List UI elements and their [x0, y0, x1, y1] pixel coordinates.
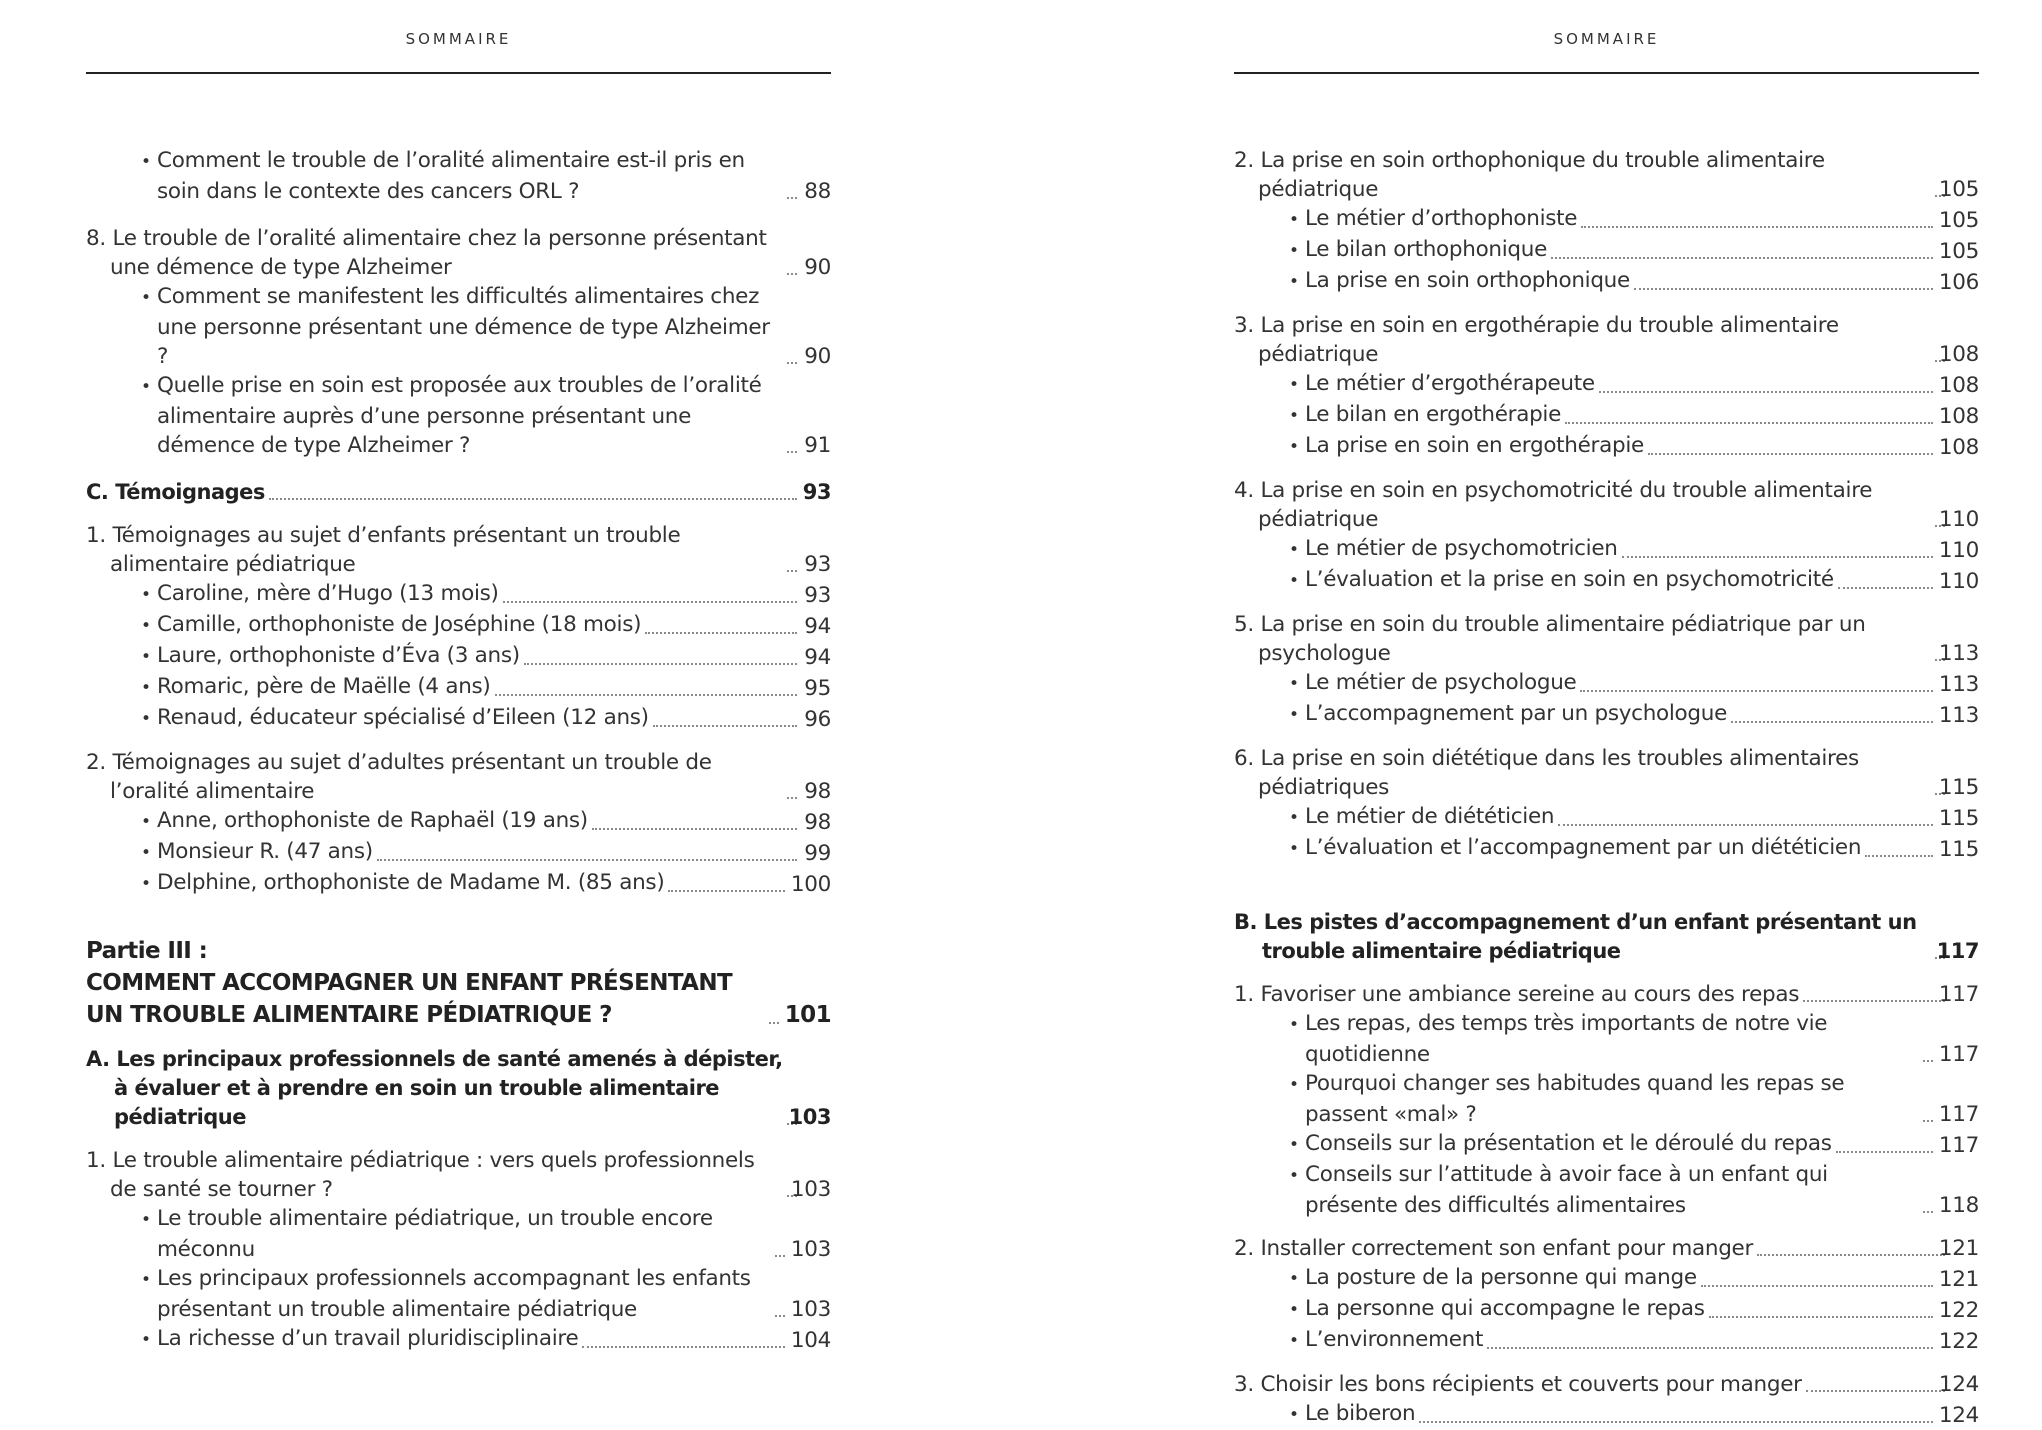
dot-leader	[1581, 226, 1933, 228]
toc-list	[86, 146, 831, 1355]
toc-entry[interactable]: • La prise en soin orthophonique 106	[1234, 266, 1979, 297]
dot-leader	[645, 632, 797, 634]
dot-leader	[1836, 1151, 1933, 1153]
toc-entry[interactable]: 2. Témoignages au sujet d’adultes présentant un trouble de l’oralité alimentaire 98	[86, 750, 831, 804]
toc-entry[interactable]: 3. La prise en soin en ergothérapie du trouble alimentaire pédiatrique 108	[1234, 313, 1979, 367]
page-number: 103	[790, 1177, 831, 1202]
dot-leader	[1865, 855, 1933, 857]
toc-entry[interactable]: • Anne, orthophoniste de Raphaël (19 ans) 98	[86, 806, 831, 837]
toc-entry[interactable]: • La posture de la personne qui mange 121	[1234, 1263, 1979, 1294]
dot-leader	[524, 663, 797, 665]
toc-entry[interactable]: • Caroline, mère d’Hugo (13 mois) 93	[86, 579, 831, 610]
toc-entry[interactable]: 6. La prise en soin diététique dans les troubles alimentaires pédiatriques 115	[1234, 746, 1979, 800]
section-heading[interactable]: A. Les principaux professionnels de santé amenés à dépister, à évaluer et à prendre en soin un trouble alimentaire pédiatrique 103	[86, 1045, 831, 1132]
toc-entry[interactable]: 2. Installer correctement son enfant pour manger 121	[1234, 1236, 1979, 1261]
dot-leader	[1551, 257, 1933, 259]
toc-entry[interactable]: • Le métier d’ergothérapeute 108	[1234, 369, 1979, 400]
dot-leader	[1757, 1254, 1945, 1256]
page-number: 94	[804, 645, 831, 670]
page-number: 108	[1938, 373, 1979, 398]
page-number: 100	[790, 872, 831, 897]
page-number: 117	[1936, 939, 1979, 963]
page-number: 93	[802, 480, 831, 504]
page-number: 104	[790, 1328, 831, 1353]
toc-entry[interactable]: • L’environnement 122	[1234, 1325, 1979, 1356]
page-number: 98	[804, 810, 831, 835]
page-number: 122	[1938, 1298, 1979, 1323]
dot-leader	[1634, 288, 1933, 290]
toc-entry[interactable]: • Camille, orthophoniste de Joséphine (18 mois) 94	[86, 610, 831, 641]
dot-leader	[787, 362, 797, 364]
dot-leader	[1419, 1421, 1933, 1423]
toc-entry[interactable]: 3. Choisir les bons récipients et couverts pour manger 124	[1234, 1372, 1979, 1397]
page-number: 88	[804, 179, 831, 204]
dot-leader	[775, 1255, 785, 1257]
page-number: 105	[1938, 177, 1979, 202]
page-number: 93	[804, 552, 831, 577]
dot-leader	[269, 498, 797, 500]
page-number: 108	[1938, 404, 1979, 429]
toc-entry[interactable]: 1. Le trouble alimentaire pédiatrique : vers quels professionnels de santé se tourner ? 103	[86, 1148, 831, 1202]
dot-leader	[1803, 1000, 1945, 1002]
header-rule	[1234, 72, 1979, 74]
dot-leader	[1648, 453, 1933, 455]
page-number: 117	[1938, 982, 1979, 1007]
part-title[interactable]: COMMENT ACCOMPAGNER UN ENFANT PRÉSENTANT UN TROUBLE ALIMENTAIRE PÉDIATRIQUE ? 101	[86, 967, 831, 1031]
page-number: 115	[1938, 837, 1979, 862]
toc-entry[interactable]: 1. Témoignages au sujet d’enfants présentant un trouble alimentaire pédiatrique 93	[86, 523, 831, 577]
dot-leader	[1701, 1285, 1933, 1287]
part-label: Partie III :	[86, 938, 208, 964]
dot-leader	[503, 601, 797, 603]
page-number: 103	[788, 1105, 831, 1129]
toc-entry[interactable]: • Le métier de psychomotricien 110	[1234, 534, 1979, 565]
page-number: 110	[1938, 507, 1979, 532]
header-rule	[86, 72, 831, 74]
page-number: 121	[1938, 1236, 1979, 1261]
page-number: 113	[1938, 703, 1979, 728]
toc-entry[interactable]: • Le métier d’orthophoniste 105	[1234, 204, 1979, 235]
page-number: 115	[1938, 775, 1979, 800]
page-number: 117	[1938, 1102, 1979, 1127]
page-number: 115	[1938, 806, 1979, 831]
dot-leader	[1709, 1316, 1933, 1318]
page-number: 117	[1938, 1133, 1979, 1158]
dot-leader	[787, 273, 797, 275]
page-number: 113	[1938, 641, 1979, 666]
running-head: SOMMAIRE	[405, 30, 512, 48]
page-number: 113	[1938, 672, 1979, 697]
dot-leader	[787, 451, 797, 453]
toc-entry[interactable]: • Comment le trouble de l’oralité alimentaire est-il pris en soin dans le contexte des cancers ORL ? 88	[86, 146, 831, 206]
toc-entry[interactable]: • Les principaux professionnels accompagnant les enfants présentant un trouble alimentaire pédiatrique 103	[86, 1264, 831, 1324]
page-number: 117	[1938, 1042, 1979, 1067]
page-number: 124	[1938, 1403, 1979, 1428]
dot-leader	[592, 828, 797, 830]
page-number: 95	[804, 676, 831, 701]
page-number: 110	[1938, 538, 1979, 563]
page-number: 103	[790, 1297, 831, 1322]
page-number: 93	[804, 583, 831, 608]
toc-entry[interactable]: • L’évaluation et la prise en soin en psychomotricité 110	[1234, 565, 1979, 596]
toc-entry[interactable]: • Delphine, orthophoniste de Madame M. (85 ans) 100	[86, 868, 831, 899]
toc-entry[interactable]: • L’accompagnement par un psychologue 113	[1234, 699, 1979, 730]
dot-leader	[653, 725, 797, 727]
toc-entry[interactable]: • Le bilan orthophonique 105	[1234, 235, 1979, 266]
dot-leader	[775, 1315, 785, 1317]
toc-entry[interactable]: • La prise en soin en ergothérapie 108	[1234, 431, 1979, 462]
toc-entry[interactable]: • Conseils sur l’attitude à avoir face à un enfant qui présente des difficultés alimentaires 118	[1234, 1160, 1979, 1220]
toc-entry[interactable]: • Le trouble alimentaire pédiatrique, un trouble encore méconnu 103	[86, 1204, 831, 1264]
dot-leader	[495, 694, 797, 696]
page-number: 90	[804, 255, 831, 280]
toc-entry[interactable]: • La personne qui accompagne le repas 122	[1234, 1294, 1979, 1325]
toc-entry[interactable]: • La richesse d’un travail pluridisciplinaire 104	[86, 1324, 831, 1355]
dot-leader	[377, 859, 797, 861]
toc-entry[interactable]: • Le bilan en ergothérapie 108	[1234, 400, 1979, 431]
dot-leader	[668, 890, 784, 892]
page-number: 94	[804, 614, 831, 639]
dot-leader	[1923, 1060, 1933, 1062]
toc-entry[interactable]: 1. Favoriser une ambiance sereine au cours des repas 117	[1234, 982, 1979, 1007]
page-number: 101	[784, 1002, 831, 1028]
dot-leader	[1731, 721, 1933, 723]
section-heading[interactable]: B. Les pistes d’accompagnement d’un enfant présentant un trouble alimentaire pédiatrique 117	[1234, 908, 1979, 966]
toc-entry[interactable]: • L’évaluation et l’accompagnement par un diététicien 115	[1234, 833, 1979, 864]
dot-leader	[769, 1022, 779, 1024]
section-heading[interactable]: C. Témoignages 93	[86, 478, 831, 507]
dot-leader	[787, 570, 797, 572]
page-number: 110	[1938, 569, 1979, 594]
toc-entry[interactable]: 2. La prise en soin orthophonique du trouble alimentaire pédiatrique 105	[1234, 148, 1979, 202]
toc-entry[interactable]: • Le métier de psychologue 113	[1234, 668, 1979, 699]
page-number: 96	[804, 707, 831, 732]
toc-entry[interactable]: • Conseils sur la présentation et le déroulé du repas 117	[1234, 1129, 1979, 1160]
toc-entry[interactable]: • Monsieur R. (47 ans) 99	[86, 837, 831, 868]
toc-entry[interactable]: 8. Le trouble de l’oralité alimentaire chez la personne présentant une démence de type Alzheimer 90	[86, 226, 831, 280]
toc-entry[interactable]: • Comment se manifestent les difficultés alimentaires chez une personne présentant une démence de type Alzheimer ? 90	[86, 282, 831, 371]
page-number: 98	[804, 779, 831, 804]
dot-leader	[1580, 690, 1932, 692]
page-number: 90	[804, 344, 831, 369]
dot-leader	[787, 797, 797, 799]
dot-leader	[1923, 1120, 1933, 1122]
dot-leader	[1806, 1390, 1945, 1392]
page-number: 108	[1938, 435, 1979, 460]
toc-list	[1234, 146, 1979, 1430]
dot-leader	[1599, 391, 1933, 393]
toc-entry[interactable]: • Le biberon 124	[1234, 1399, 1979, 1430]
toc-entry[interactable]: • Les repas, des temps très importants de notre vie quotidienne 117	[1234, 1009, 1979, 1069]
dot-leader	[1923, 1211, 1933, 1213]
toc-entry[interactable]: 5. La prise en soin du trouble alimentaire pédiatrique par un psychologue 113	[1234, 612, 1979, 666]
right-page	[1234, 0, 1979, 1428]
page-number: 99	[804, 841, 831, 866]
dot-leader	[582, 1346, 784, 1348]
page-number: 118	[1938, 1193, 1979, 1218]
running-head: SOMMAIRE	[1553, 30, 1660, 48]
page-number: 105	[1938, 239, 1979, 264]
dot-leader	[1558, 824, 1933, 826]
toc-entry[interactable]: • Romaric, père de Maëlle (4 ans) 95	[86, 672, 831, 703]
toc-entry[interactable]: • Quelle prise en soin est proposée aux troubles de l’oralité alimentaire auprès d’une personne présentant une démence de type Alzheimer ? 91	[86, 371, 831, 460]
page-number: 122	[1938, 1329, 1979, 1354]
toc-entry[interactable]: • Renaud, éducateur spécialisé d’Eileen (12 ans) 96	[86, 703, 831, 734]
page-number: 103	[790, 1237, 831, 1262]
toc-entry[interactable]: 4. La prise en soin en psychomotricité du trouble alimentaire pédiatrique 110	[1234, 478, 1979, 532]
toc-entry[interactable]: • Pourquoi changer ses habitudes quand les repas se passent «mal» ? 117	[1234, 1069, 1979, 1129]
page-number: 121	[1938, 1267, 1979, 1292]
page-number: 108	[1938, 342, 1979, 367]
page-number: 124	[1938, 1372, 1979, 1397]
dot-leader	[787, 197, 797, 199]
page-number: 106	[1938, 270, 1979, 295]
left-page	[86, 0, 831, 1385]
page-number: 91	[804, 433, 831, 458]
dot-leader	[1838, 587, 1933, 589]
dot-leader	[1565, 422, 1933, 424]
dot-leader	[1622, 556, 1933, 558]
dot-leader	[1487, 1347, 1933, 1349]
toc-entry[interactable]: • Le métier de diététicien 115	[1234, 802, 1979, 833]
page-number: 105	[1938, 208, 1979, 233]
toc-entry[interactable]: • Laure, orthophoniste d’Éva (3 ans) 94	[86, 641, 831, 672]
